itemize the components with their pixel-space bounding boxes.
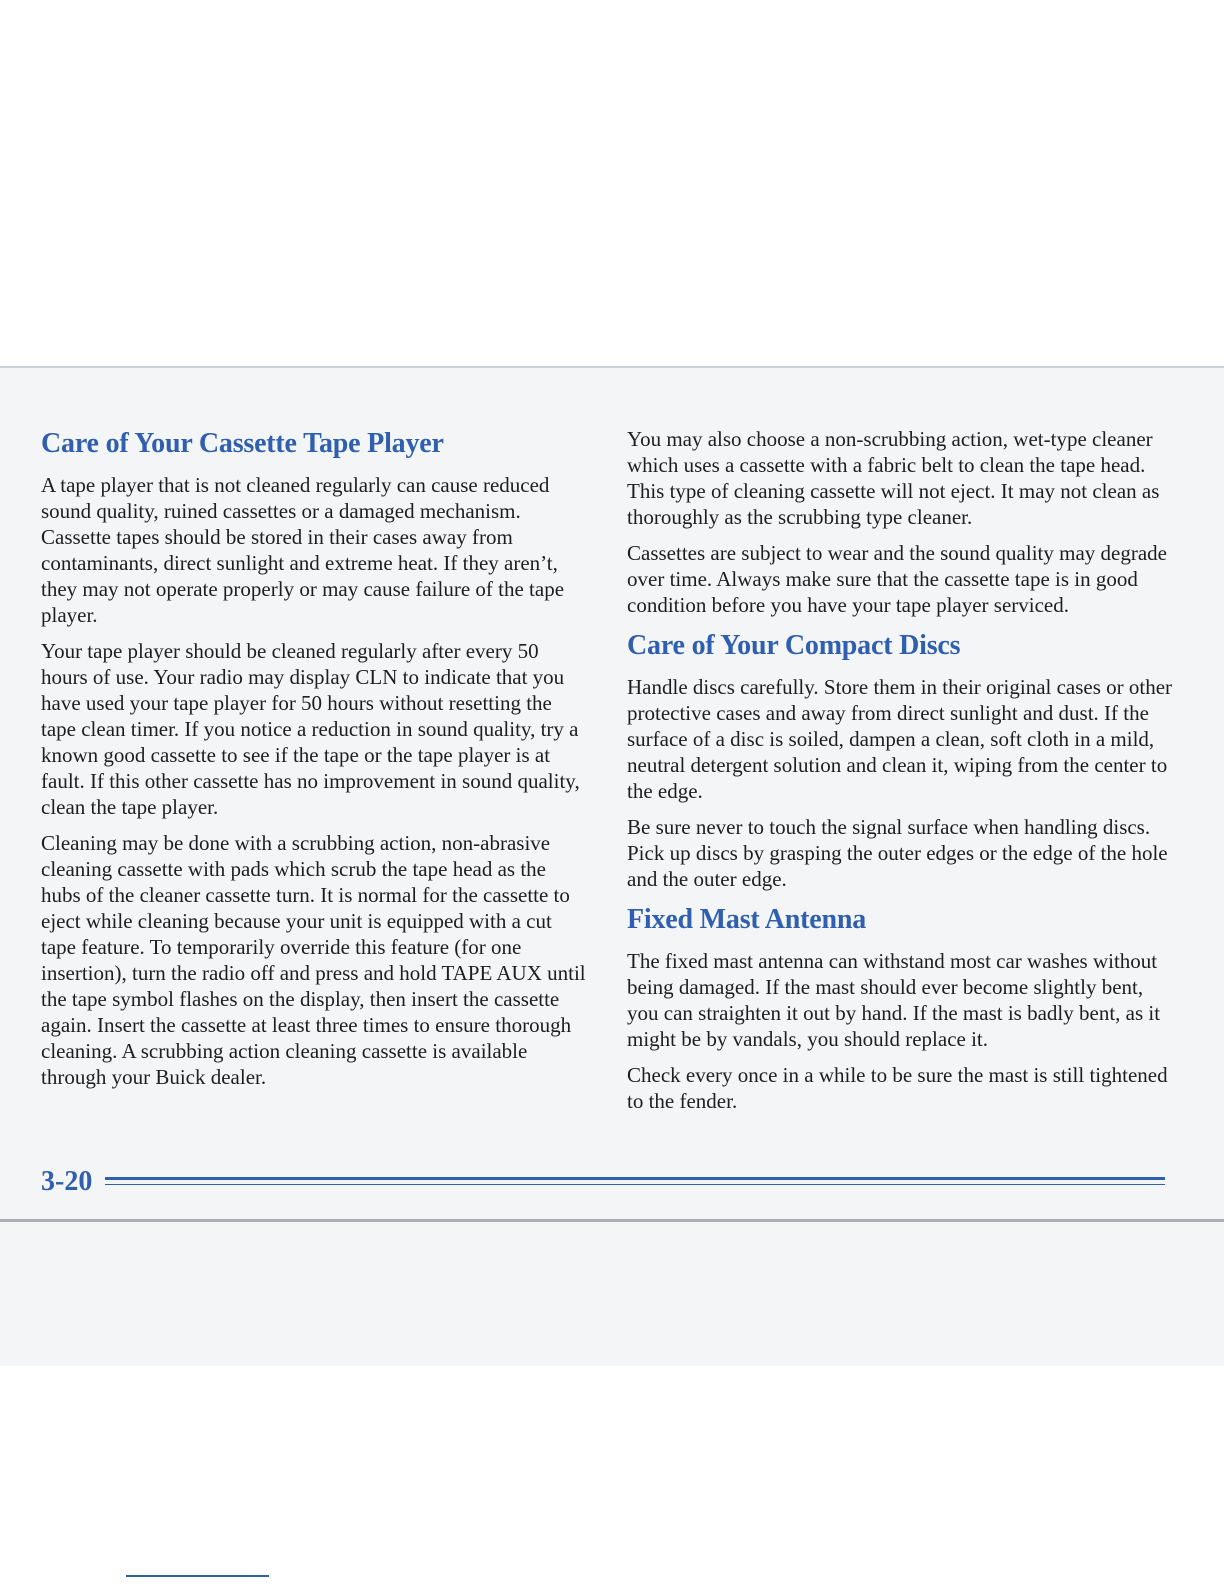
section-heading-compact-discs: Care of Your Compact Discs: [627, 630, 961, 661]
panel-top-divider: [0, 366, 1224, 368]
cassette-paragraph-2: Your tape player should be cleaned regularly after every 50 hours of use. Your radio may display CLN to indicate that you have used your tape player for 50 hours without resetting the tape clean timer. If you notice a reduction in sound quality, try a known good cassette to see if the tape or the tape player is at fault. If this other cassette has no improvement in sound quality, clean the tape player.: [41, 639, 580, 819]
antenna-paragraph-1: The fixed mast antenna can withstand most car washes without being damaged. If the mast should ever become slightly bent, you can straighten it out by hand. If the mast is badly bent, as it might be by vandals, you should replace it.: [627, 949, 1161, 1051]
discs-paragraph-2: Be sure never to touch the signal surface when handling discs. Pick up discs by grasping the outer edges or the edge of the hole and the outer edge.: [627, 815, 1168, 891]
page-footer: [41, 1164, 1167, 1204]
section-heading-antenna: Fixed Mast Antenna: [627, 904, 867, 935]
cassette-paragraph-5: Cassettes are subject to wear and the sound quality may degrade over time. Always make sure that the cassette tape is in good condition before you have your tape player serviced.: [627, 541, 1167, 617]
discs-paragraph-1: Handle discs carefully. Store them in their original cases or other protective cases and away from direct sunlight and dust. If the surface of a disc is soiled, dampen a clean, soft cloth in a mild, neutral detergent solution and clean it, wiping from the center to the edge.: [627, 675, 1173, 803]
footer-rule-thin: [105, 1184, 1165, 1185]
left-column: [41, 426, 586, 1100]
cassette-paragraph-3: Cleaning may be done with a scrubbing action, non-abrasive cleaning cassette with pads which scrub the tape head as the hubs of the cleaner cassette turn. It is normal for the cassette to eject while cleaning because your unit is equipped with a cut tape feature. To temporarily override this feature (for one insertion), turn the radio off and press and hold TAPE AUX until the tape symbol flashes on the display, then insert the cassette again. Insert the cassette at least three times to ensure thorough cleaning. A scrubbing action cleaning cassette is available through your Buick dealer.: [41, 831, 586, 1089]
antenna-paragraph-2: Check every once in a while to be sure the mast is still tightened to the fender.: [627, 1063, 1168, 1113]
cassette-paragraph-1: A tape player that is not cleaned regularly can cause reduced sound quality, ruined cassettes or a damaged mechanism. Cassette tapes should be stored in their cases away from contaminants, direct sunlight and extreme heat. If they aren’t, they may not operate properly or may cause failure of the tape player.: [41, 473, 565, 627]
section-heading-cassette: Care of Your Cassette Tape Player: [41, 428, 444, 459]
cassette-paragraph-4: You may also choose a non-scrubbing action, wet-type cleaner which uses a cassette with a fabric belt to clean the tape head. This type of cleaning cassette will not eject. It may not clean as thoroughly as the scrubbing type cleaner.: [627, 427, 1160, 529]
right-column: [627, 426, 1175, 1124]
footer-rule-thick: [105, 1177, 1165, 1180]
panel-bottom-divider: [0, 1219, 1224, 1222]
page-number: 3-20: [41, 1166, 93, 1197]
bottom-link-mark: [126, 1575, 269, 1577]
